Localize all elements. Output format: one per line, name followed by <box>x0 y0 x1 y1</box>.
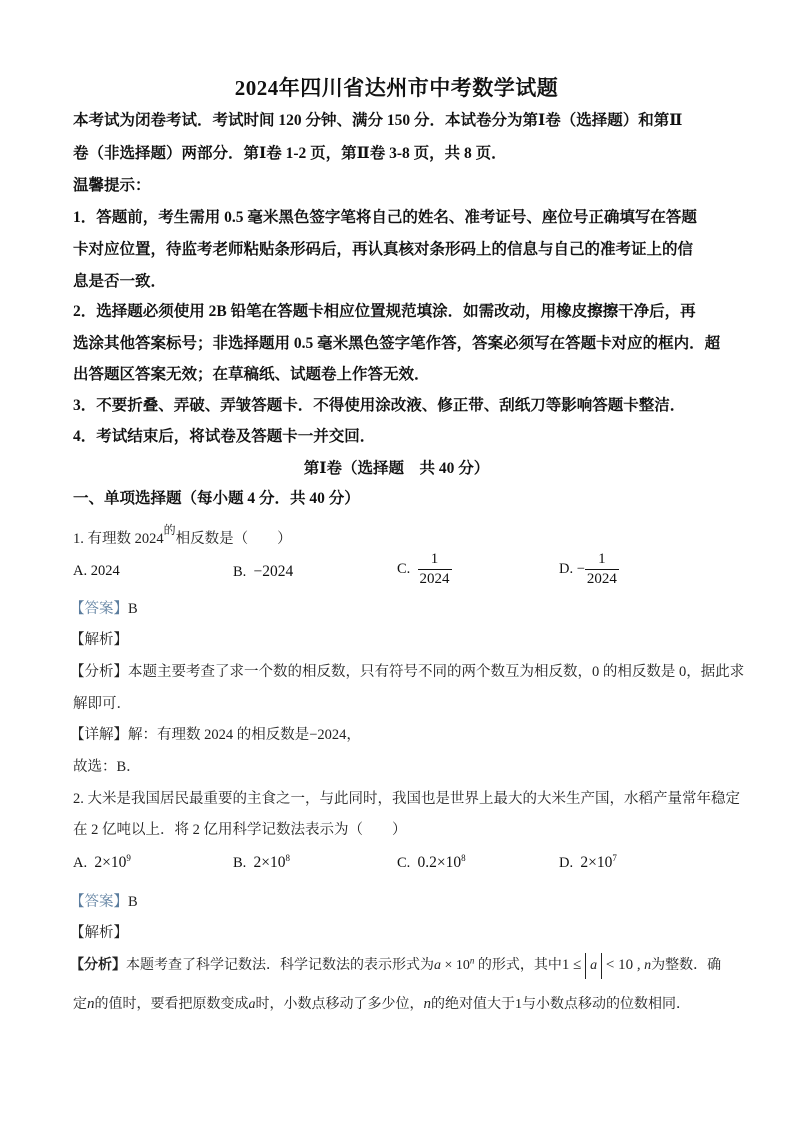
q1-option-d: D. − $\frac{1}{2024}$ <box>559 551 617 587</box>
tip-line: 息是否一致． <box>73 273 167 290</box>
q1-option-b: B. −2024 <box>233 563 294 580</box>
tips-heading: 温馨提示： <box>73 177 151 194</box>
question-2-stem-line-1: 2. 大米是我国居民最重要的主食之一，与此同时，我国也是世界上最大的大米生产国，水稻产量常年稳定 <box>73 791 740 807</box>
page-title: 2024年四川省达州市中考数学试题 <box>234 76 559 100</box>
q1-xiangjie: 【详解】解：有理数 2024 的相反数是−2024， <box>70 727 361 743</box>
tip-line: 4．考试结束后，将试卷及答题卡一并交回． <box>73 428 376 445</box>
q1-analysis-tag: 【解析】 <box>70 632 128 648</box>
section1-heading: 一、单项选择题（每小题 4 分．共 40 分） <box>73 490 360 507</box>
q2-fenxi-line-1: 【分析】本题考查了科学记数法．科学记数法的表示形式为$a \times 10^n$ 的形式，其中1 ≤ a < 10 , n为整数．确 <box>70 953 721 979</box>
q1-option-c: C. $\frac{1}{2024}$ <box>397 551 450 587</box>
tip-line: 1．答题前，考生需用 0.5 毫米黑色签字笔将自己的姓名、准考证号、座位号正确填写在答题 <box>73 209 697 226</box>
absolute-value: a <box>585 953 602 979</box>
tip-line: 2．选择题必须使用 2B 铅笔在答题卡相应位置规范填涂．如需改动，用橡皮擦擦干净后，再 <box>73 303 696 320</box>
q1-fenxi-line-2: 解即可． <box>73 696 131 712</box>
q1-conclusion: 故选：B． <box>73 759 141 775</box>
q2-option-b: B. $2\times 10^8$ <box>233 853 291 871</box>
q2-fenxi-line-2: 定n的值时，要看把原数变成a时，小数点移动了多少位，n的绝对值大于1与小数点移动的位数相同． <box>73 996 690 1012</box>
intro-line-2: 卷（非选择题）两部分．第Ⅰ卷 1-2 页，第Ⅱ卷 3-8 页，共 8 页． <box>73 145 507 162</box>
answer-value: B <box>128 894 138 910</box>
q1-answer <box>70 597 138 618</box>
tip-line: 出答题区答案无效；在草稿纸、试题卷上作答无效． <box>73 366 430 383</box>
part1-heading: 第Ⅰ卷（选择题 共 40 分） <box>303 460 490 477</box>
q2-answer <box>70 890 138 911</box>
fraction: $\frac{1}{2024}$ <box>586 551 617 587</box>
q2-analysis-tag: 【解析】 <box>70 925 128 941</box>
question-1-stem: 1. 有理数 $2024^的$相反数是（ ） <box>73 523 292 547</box>
answer-value: B <box>128 601 138 617</box>
q2-option-d: D. $2\times 10^7$ <box>559 853 617 871</box>
tip-line: 卡对应位置，待监考老师粘贴条形码后，再认真核对条形码上的信息与自己的准考证上的信 <box>73 241 694 258</box>
tip-line: 选涂其他答案标号；非选择题用 0.5 毫米黑色签字笔作答，答案必须写在答题卡对应的框内．超 <box>73 335 721 352</box>
intro-line-1: 本考试为闭卷考试．考试时间 120 分钟、满分 150 分．本试卷分为第Ⅰ卷（选择题）和第Ⅱ <box>73 112 683 129</box>
question-2-stem-line-2: 在 2 亿吨以上．将 2 亿用科学记数法表示为（ ） <box>73 822 407 838</box>
q2-option-c: C. $0.2\times 10^8$ <box>397 853 466 871</box>
answer-tag: 【答案】 <box>70 601 128 617</box>
q1-option-a: A. 2024 <box>73 563 120 579</box>
q2-option-a: A. $2\times 10^9$ <box>73 853 131 871</box>
q1-fenxi-line-1: 【分析】本题主要考查了求一个数的相反数，只有符号不同的两个数互为相反数，0 的相反数是 0，据此求 <box>70 664 745 680</box>
answer-tag: 【答案】 <box>70 894 128 910</box>
tip-line: 3．不要折叠、弄破、弄皱答题卡．不得使用涂改液、修正带、刮纸刀等影响答题卡整洁． <box>73 397 686 414</box>
fraction: $\frac{1}{2024}$ <box>419 551 450 587</box>
